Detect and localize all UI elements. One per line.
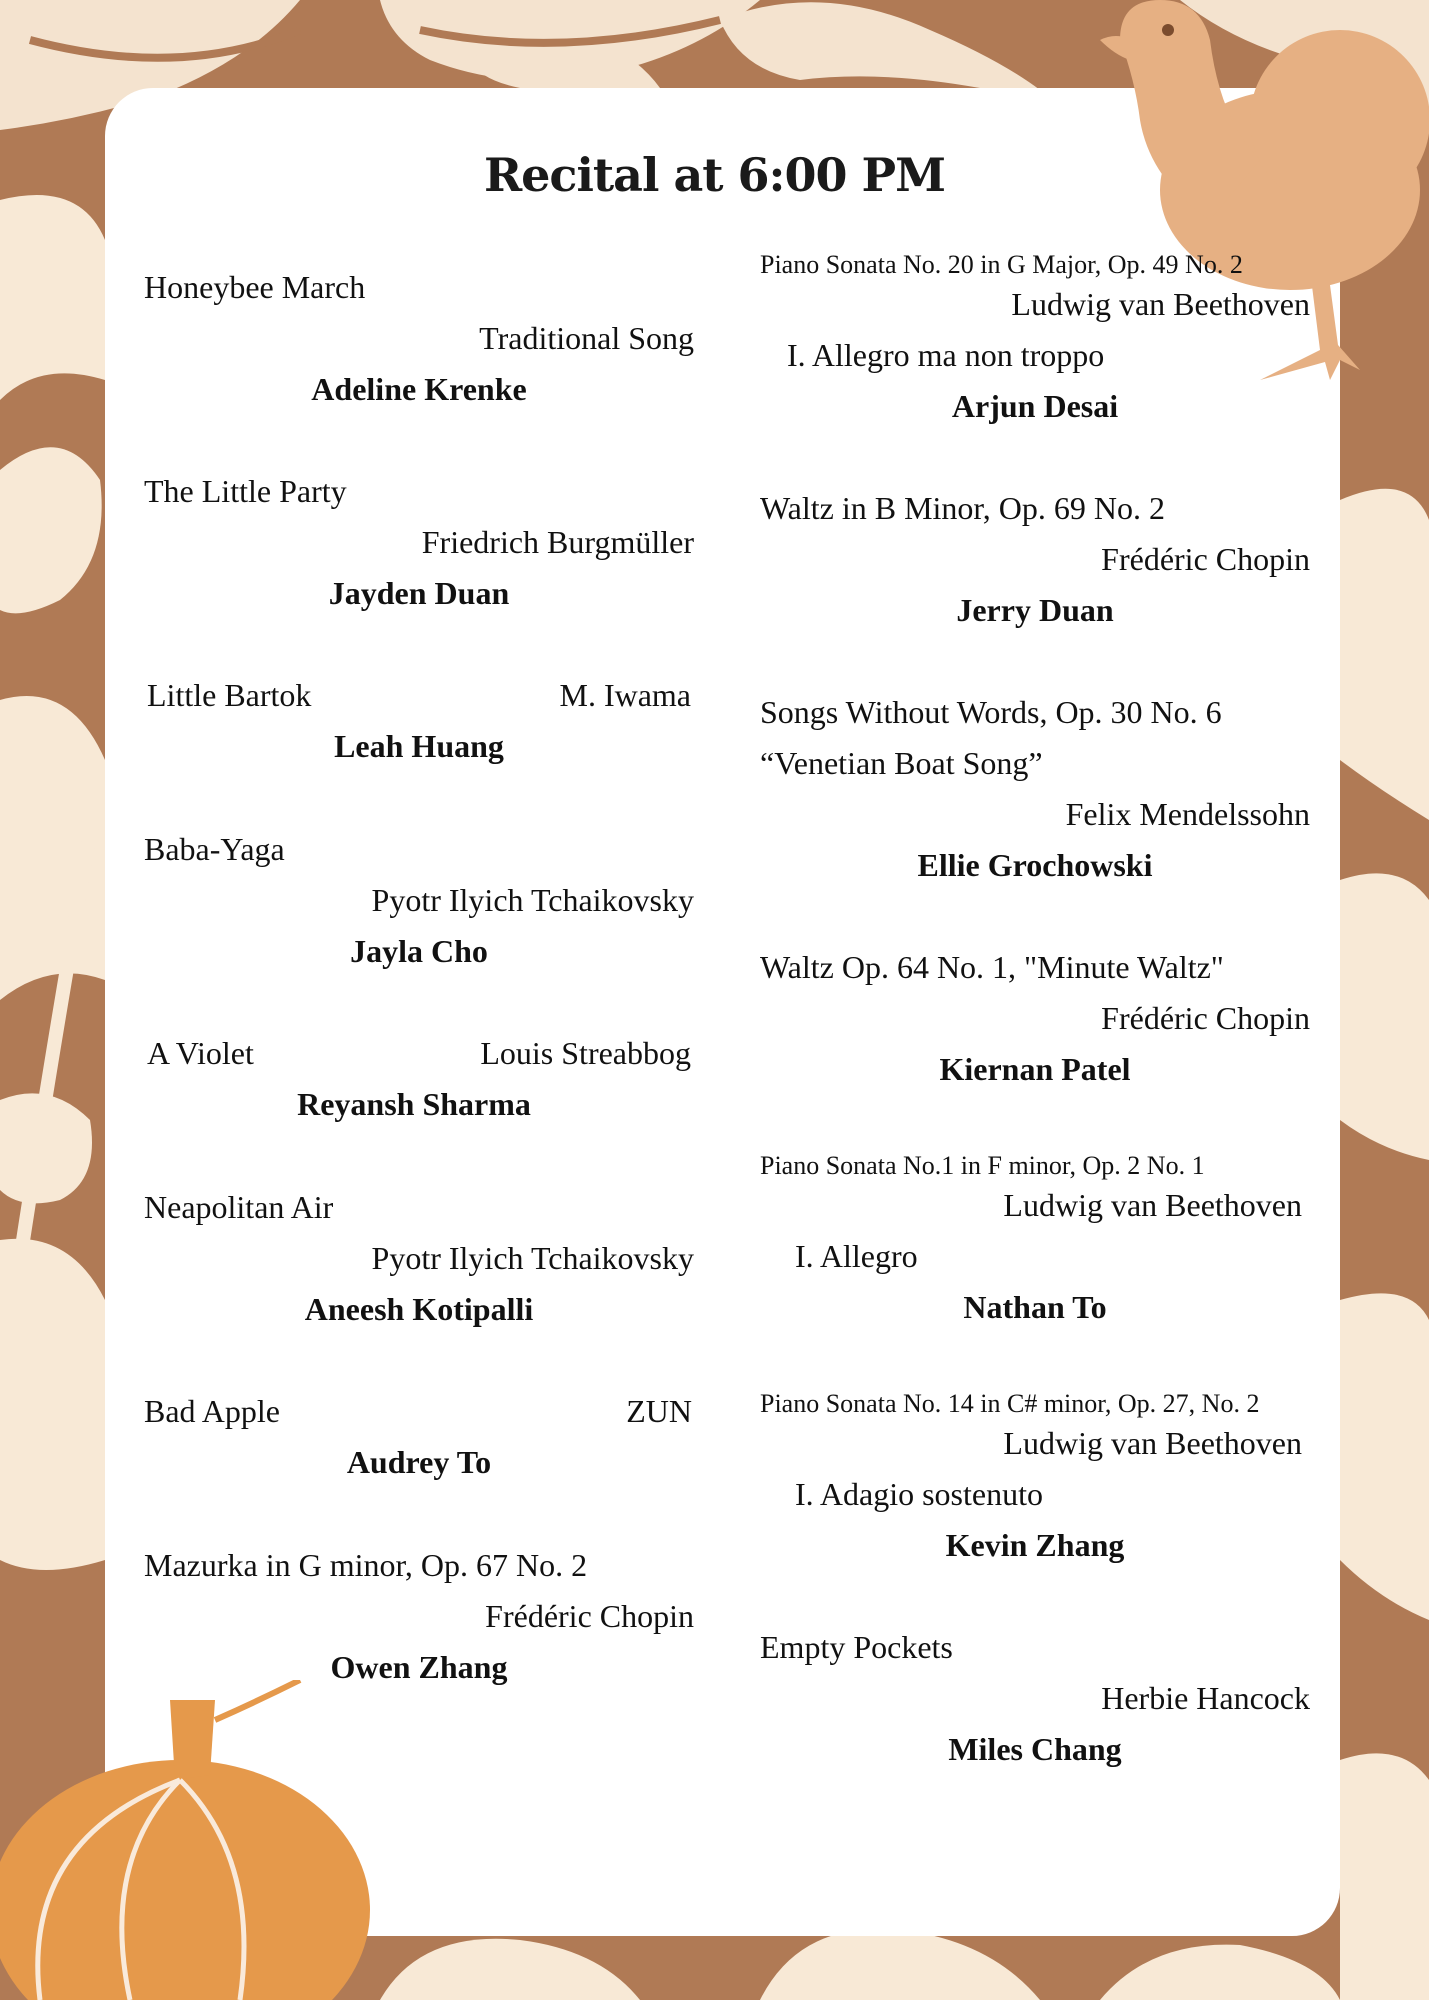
piece-title: Honeybee March xyxy=(144,269,366,305)
movement: I. Allegro ma non troppo xyxy=(787,337,1105,373)
piece-title: Waltz Op. 64 No. 1, "Minute Waltz" xyxy=(760,949,1224,985)
program-item xyxy=(144,824,694,977)
composer: Ludwig van Beethoven xyxy=(1003,1425,1302,1461)
piece-title: Empty Pockets xyxy=(760,1629,953,1665)
performer: Arjun Desai xyxy=(951,388,1119,424)
page-title: Recital at 6:00 PM xyxy=(483,148,946,202)
performer: Aneesh Kotipalli xyxy=(304,1291,534,1327)
composer: Ludwig van Beethoven xyxy=(1011,286,1310,322)
program-item xyxy=(144,466,694,619)
composer: Frédéric Chopin xyxy=(1101,541,1310,577)
piece-title: Piano Sonata No. 20 in G Major, Op. 49 No. 2 xyxy=(760,250,1243,279)
piece-title: Waltz in B Minor, Op. 69 No. 2 xyxy=(760,490,1165,526)
composer: Pyotr Ilyich Tchaikovsky xyxy=(371,1240,694,1276)
composer: Traditional Song xyxy=(479,320,694,356)
program-item xyxy=(144,1540,694,1693)
performer: Audrey To xyxy=(346,1444,492,1480)
program-item xyxy=(144,670,694,772)
composer: Ludwig van Beethoven xyxy=(1003,1187,1302,1223)
left-program-column xyxy=(144,262,694,1744)
composer: M. Iwama xyxy=(559,677,691,713)
piece-title: Little Bartok xyxy=(147,677,312,713)
program-item xyxy=(760,687,1310,891)
piece-row xyxy=(144,1028,694,1079)
program-item xyxy=(144,1028,694,1130)
program-item xyxy=(144,1386,694,1488)
piece-title: Bad Apple xyxy=(144,1393,280,1429)
piece-subtitle: “Venetian Boat Song” xyxy=(760,745,1043,781)
movement: I. Allegro xyxy=(795,1238,918,1274)
program-item xyxy=(760,1146,1310,1333)
composer: Frédéric Chopin xyxy=(1101,1000,1310,1036)
composer: Friedrich Burgmüller xyxy=(421,524,694,560)
piece-title: Neapolitan Air xyxy=(144,1189,334,1225)
program-item xyxy=(760,483,1310,636)
composer: Louis Streabbog xyxy=(480,1035,691,1071)
piece-row xyxy=(144,1386,694,1437)
piece-title: Mazurka in G minor, Op. 67 No. 2 xyxy=(144,1547,588,1583)
composer: Frédéric Chopin xyxy=(485,1598,694,1634)
performer: Nathan To xyxy=(963,1289,1107,1325)
piece-title: The Little Party xyxy=(144,473,347,509)
performer: Kevin Zhang xyxy=(945,1527,1125,1563)
performer: Miles Chang xyxy=(948,1731,1122,1767)
piece-title: Piano Sonata No.1 in F minor, Op. 2 No. 1 xyxy=(760,1151,1205,1180)
performer: Ellie Grochowski xyxy=(917,847,1153,883)
composer: Pyotr Ilyich Tchaikovsky xyxy=(371,882,694,918)
program-item xyxy=(760,942,1310,1095)
performer: Jayla Cho xyxy=(350,933,488,969)
performer: Leah Huang xyxy=(334,728,504,764)
piece-row xyxy=(144,670,694,721)
performer: Kiernan Patel xyxy=(939,1051,1131,1087)
piece-title: A Violet xyxy=(147,1035,254,1071)
sunflower-icon xyxy=(0,1239,105,1570)
composer: Herbie Hancock xyxy=(1101,1680,1310,1716)
composer: Felix Mendelssohn xyxy=(1065,796,1310,832)
performer: Adeline Krenke xyxy=(311,371,527,407)
leaf-icon xyxy=(0,195,105,400)
program-item xyxy=(760,1384,1310,1571)
piece-title: Baba-Yaga xyxy=(144,831,285,867)
performer: Reyansh Sharma xyxy=(297,1086,531,1122)
right-program-column xyxy=(760,245,1310,1826)
program-item xyxy=(144,1182,694,1335)
movement: I. Adagio sostenuto xyxy=(795,1476,1043,1512)
program-item xyxy=(760,1622,1310,1775)
performer: Jayden Duan xyxy=(328,575,510,611)
performer: Jerry Duan xyxy=(956,592,1114,628)
composer: ZUN xyxy=(626,1393,692,1429)
program-item xyxy=(144,262,694,415)
piece-title: Songs Without Words, Op. 30 No. 6 xyxy=(760,694,1222,730)
program-item xyxy=(760,245,1310,432)
piece-title: Piano Sonata No. 14 in C# minor, Op. 27, No. 2 xyxy=(760,1389,1260,1418)
performer: Owen Zhang xyxy=(330,1649,508,1685)
